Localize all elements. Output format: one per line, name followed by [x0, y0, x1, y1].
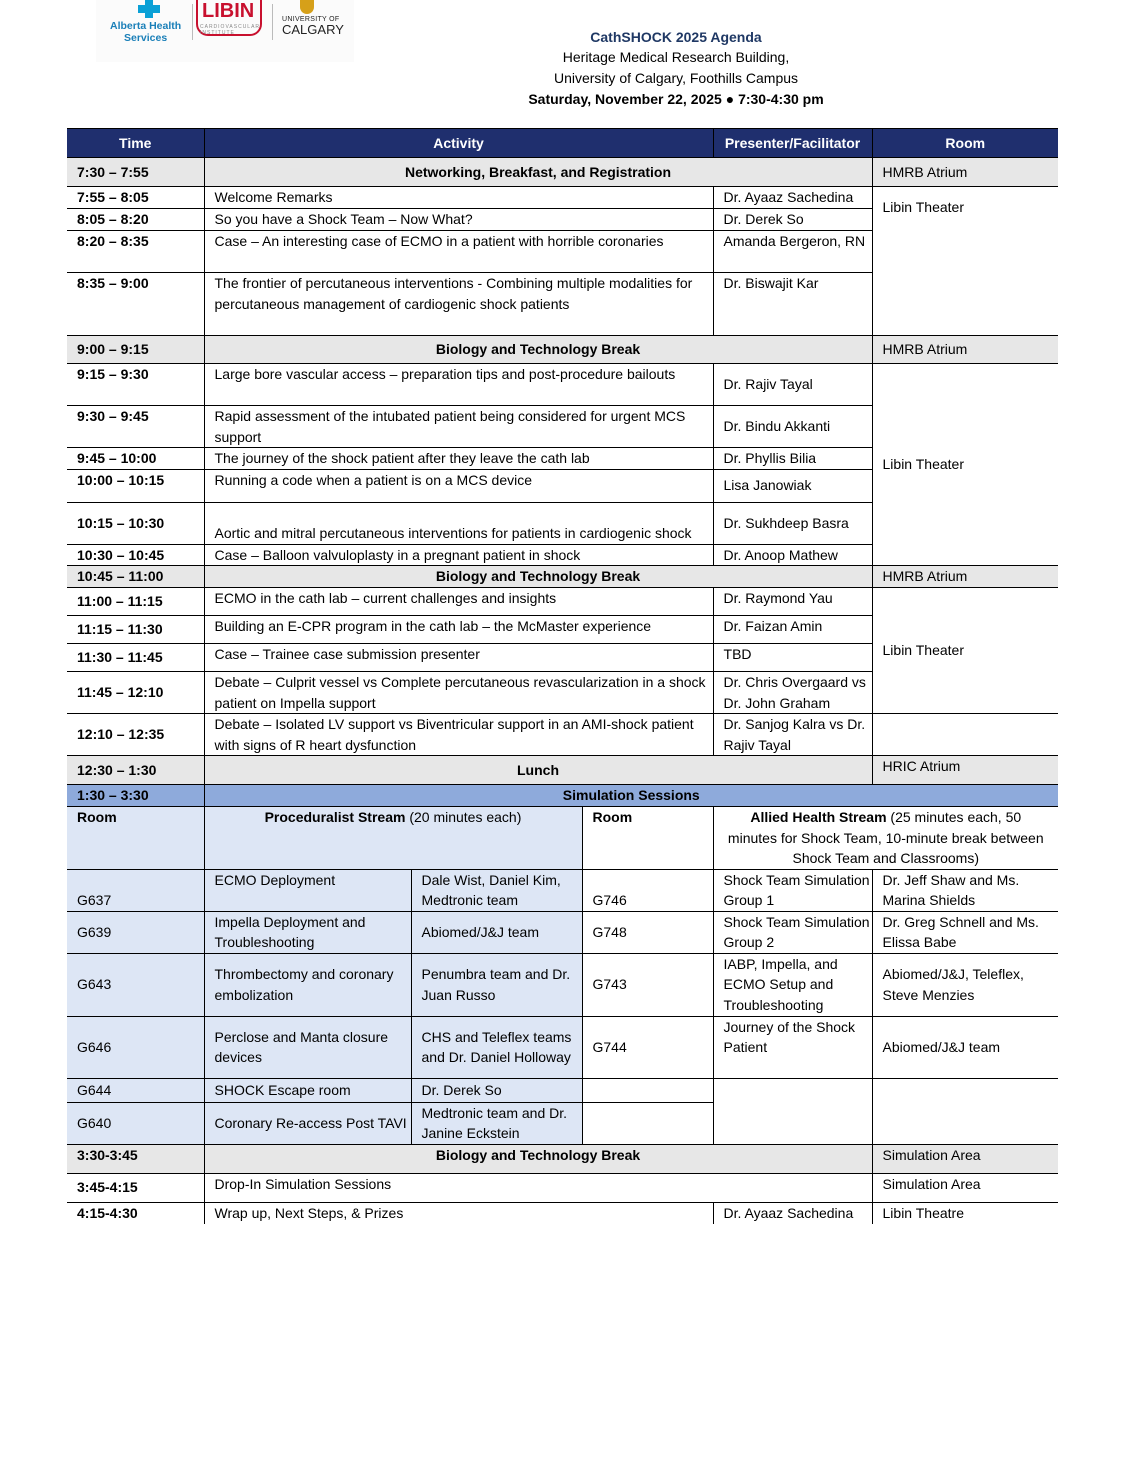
table-row [67, 158, 1058, 187]
ucal-logo-line1: UNIVERSITY OF [282, 16, 340, 23]
table-row [67, 187, 1058, 209]
time-cell: 9:45 – 10:00 [67, 448, 204, 470]
time-cell: 10:15 – 10:30 [67, 502, 204, 544]
activity-cell: Wrap up, Next Steps, & Prizes [204, 1202, 713, 1224]
sim-faculty-cell: Dr. Derek So [411, 1078, 582, 1102]
room-cell: Simulation Area [872, 1144, 1058, 1173]
time-cell: 9:30 – 9:45 [67, 406, 204, 448]
presenter-cell: TBD [713, 644, 872, 672]
presenter-cell: Dr. Sanjog Kalra vs Dr. Rajiv Tayal [713, 714, 872, 756]
sim-faculty-cell: Abiomed/J&J team [411, 911, 582, 953]
presenter-cell: Dr. Ayaaz Sachedina [713, 1202, 872, 1224]
time-cell: 7:30 – 7:55 [67, 158, 204, 187]
time-cell: 12:10 – 12:35 [67, 714, 204, 756]
presenter-cell: Dr. Chris Overgaard vs Dr. John Graham [713, 672, 872, 714]
time-cell: 10:45 – 11:00 [67, 566, 204, 588]
allied-stream-note: (25 minutes each, 50 minutes for Shock Team, 10-minute break between Shock Team and Classrooms) [727, 809, 1044, 866]
room-cell: HRIC Atrium [872, 756, 1058, 785]
room-cell [872, 714, 1058, 756]
sim-room-cell-2: G744 [582, 1016, 713, 1078]
sim-room-header: Room [67, 807, 204, 870]
activity-cell: Simulation Sessions [204, 785, 1058, 807]
room-cell: Simulation Area [872, 1173, 1058, 1202]
sim-room-cell-2 [582, 1078, 713, 1102]
time-cell: 12:30 – 1:30 [67, 756, 204, 785]
sim-room-cell-2 [582, 1102, 713, 1144]
simulation-row [67, 1078, 1058, 1102]
sim-session-cell-2: Shock Team Simulation Group 2 [713, 911, 872, 953]
room-cell: Libin Theater [872, 187, 1058, 336]
sim-faculty-cell: CHS and Teleflex teams and Dr. Daniel Holloway [411, 1016, 582, 1078]
time-cell: 9:15 – 9:30 [67, 364, 204, 406]
activity-cell: So you have a Shock Team – Now What? [204, 209, 713, 231]
time-cell: 4:15-4:30 [67, 1202, 204, 1224]
simulation-subheader-row [67, 807, 1058, 870]
table-row [67, 756, 1058, 785]
time-cell: 9:00 – 9:15 [67, 336, 204, 364]
activity-cell: Debate – Culprit vessel vs Complete percutaneous revascularization in a shock patient on Impella support [204, 672, 713, 714]
sim-session-cell: SHOCK Escape room [204, 1078, 411, 1102]
activity-cell: The journey of the shock patient after they leave the cath lab [204, 448, 713, 470]
room-cell: HMRB Atrium [872, 158, 1058, 187]
table-header-row [67, 129, 1058, 158]
sim-session-cell-2 [713, 1078, 872, 1144]
room-cell: Libin Theater [872, 364, 1058, 566]
time-cell: 11:15 – 11:30 [67, 616, 204, 644]
col-header-room: Room [872, 129, 1058, 158]
activity-cell: Building an E-CPR program in the cath lab – the McMaster experience [204, 616, 713, 644]
simulation-row [67, 1016, 1058, 1078]
activity-cell: Drop-In Simulation Sessions [204, 1173, 872, 1202]
sim-session-cell: ECMO Deployment [204, 869, 411, 911]
sim-room-header-2: Room [582, 807, 713, 870]
time-cell: 8:05 – 8:20 [67, 209, 204, 231]
sim-faculty-cell-2 [872, 1078, 1058, 1144]
libin-logo-sub: CARDIOVASCULAR INSTITUTE [200, 24, 261, 36]
time-cell: 10:00 – 10:15 [67, 469, 204, 502]
presenter-cell: Dr. Anoop Mathew [713, 544, 872, 566]
activity-cell: Biology and Technology Break [204, 336, 872, 364]
table-row [67, 1144, 1058, 1173]
sim-faculty-cell-2: Abiomed/J&J, Teleflex, Steve Menzies [872, 953, 1058, 1016]
table-row [67, 588, 1058, 616]
sim-room-cell-2: G743 [582, 953, 713, 1016]
presenter-cell: Dr. Phyllis Bilia [713, 448, 872, 470]
venue-line-2: University of Calgary, Foothills Campus [553, 70, 799, 86]
proceduralist-stream-title: Proceduralist Stream [264, 809, 406, 825]
activity-cell: Welcome Remarks [204, 187, 713, 209]
sim-faculty-cell-2: Abiomed/J&J team [872, 1016, 1058, 1078]
logo-divider [192, 4, 193, 40]
alberta-health-services-logo [110, 0, 180, 48]
col-header-presenter: Presenter/Facilitator [713, 129, 872, 158]
allied-health-stream-header [713, 807, 1058, 870]
sim-session-cell-2: Shock Team Simulation Group 1 [713, 869, 872, 911]
activity-cell: ECMO in the cath lab – current challenges and insights [204, 588, 713, 616]
activity-cell: Case – Balloon valvuloplasty in a pregnant patient in shock [204, 544, 713, 566]
presenter-cell: Dr. Rajiv Tayal [713, 364, 872, 406]
room-cell: HMRB Atrium [872, 336, 1058, 364]
sim-room-cell-2: G746 [582, 869, 713, 911]
activity-cell: Biology and Technology Break [204, 1144, 872, 1173]
time-cell: 1:30 – 3:30 [67, 785, 204, 807]
activity-cell: The frontier of percutaneous interventions - Combining multiple modalities for percutaneous management of cardiogenic shock patients [204, 273, 713, 336]
activity-cell: Biology and Technology Break [204, 566, 872, 588]
activity-cell: Lunch [204, 756, 872, 785]
sim-session-cell-2: IABP, Impella, and ECMO Setup and Troubleshooting [713, 953, 872, 1016]
table-row [67, 336, 1058, 364]
room-cell: HMRB Atrium [872, 566, 1058, 588]
sim-faculty-cell: Penumbra team and Dr. Juan Russo [411, 953, 582, 1016]
proceduralist-stream-header [204, 807, 582, 870]
activity-cell: Case – Trainee case submission presenter [204, 644, 713, 672]
sim-session-cell: Impella Deployment and Troubleshooting [204, 911, 411, 953]
ahs-cross-icon [138, 0, 160, 18]
activity-cell: Case – An interesting case of ECMO in a patient with horrible coronaries [204, 231, 713, 273]
table-row [67, 566, 1058, 588]
simulation-row [67, 869, 1058, 911]
time-cell: 3:30-3:45 [67, 1144, 204, 1173]
sim-session-cell: Coronary Re-access Post TAVI [204, 1102, 411, 1144]
table-row [67, 364, 1058, 406]
simulation-row [67, 911, 1058, 953]
time-cell: 11:00 – 11:15 [67, 588, 204, 616]
sim-faculty-cell: Medtronic team and Dr. Janine Eckstein [411, 1102, 582, 1144]
activity-cell: Rapid assessment of the intubated patient being considered for urgent MCS support [204, 406, 713, 448]
room-cell: Libin Theatre [872, 1202, 1058, 1224]
time-cell: 8:20 – 8:35 [67, 231, 204, 273]
ucal-logo-line2: CALGARY [282, 22, 344, 37]
ahs-name-line1: Alberta Health [110, 20, 182, 32]
presenter-cell: Dr. Faizan Amin [713, 616, 872, 644]
logo-strip [96, 0, 354, 62]
sim-room-cell: G637 [67, 869, 204, 911]
time-cell: 10:30 – 10:45 [67, 544, 204, 566]
sim-room-cell-2: G748 [582, 911, 713, 953]
sim-room-cell: G644 [67, 1078, 204, 1102]
table-row [67, 714, 1058, 756]
room-cell: Libin Theater [872, 588, 1058, 714]
time-cell: 3:45-4:15 [67, 1173, 204, 1202]
sim-room-cell: G639 [67, 911, 204, 953]
col-header-time: Time [67, 129, 204, 158]
sim-room-cell: G640 [67, 1102, 204, 1144]
sim-faculty-cell-2: Dr. Greg Schnell and Ms. Elissa Babe [872, 911, 1058, 953]
venue-line-1: Heritage Medical Research Building, [562, 49, 790, 65]
libin-logo-name: LIBIN [202, 0, 255, 22]
time-cell: 11:45 – 12:10 [67, 672, 204, 714]
sim-faculty-cell: Dale Wist, Daniel Kim, Medtronic team [411, 869, 582, 911]
agenda-table [67, 128, 1058, 1224]
simulation-row [67, 953, 1058, 1016]
logo-divider [272, 4, 273, 40]
presenter-cell: Dr. Bindu Akkanti [713, 406, 872, 448]
activity-cell: Large bore vascular access – preparation tips and post-procedure bailouts [204, 364, 713, 406]
time-cell: 8:35 – 9:00 [67, 273, 204, 336]
activity-cell: Aortic and mitral percutaneous interventions for patients in cardiogenic shock [204, 502, 713, 544]
ahs-name-line2: Services [124, 32, 168, 44]
time-cell: 7:55 – 8:05 [67, 187, 204, 209]
sim-session-cell-2: Journey of the Shock Patient [713, 1016, 872, 1078]
allied-stream-title: Allied Health Stream [750, 809, 887, 825]
table-row [67, 1173, 1058, 1202]
sim-session-cell: Perclose and Manta closure devices [204, 1016, 411, 1078]
sim-room-cell: G643 [67, 953, 204, 1016]
presenter-cell: Dr. Sukhdeep Basra [713, 502, 872, 544]
simulation-header-row [67, 785, 1058, 807]
proceduralist-stream-note: (20 minutes each) [405, 809, 522, 825]
presenter-cell: Dr. Biswajit Kar [713, 273, 872, 336]
activity-cell: Debate – Isolated LV support vs Biventricular support in an AMI-shock patient with signs of R heart dysfunction [204, 714, 713, 756]
date-line: Saturday, November 22, 2025 ● 7:30-4:30 pm [528, 91, 824, 107]
time-cell: 11:30 – 11:45 [67, 644, 204, 672]
presenter-cell: Dr. Ayaaz Sachedina [713, 187, 872, 209]
agenda-title: CathSHOCK 2025 Agenda [590, 29, 762, 45]
presenter-cell: Dr. Derek So [713, 209, 872, 231]
libin-institute-logo [196, 0, 264, 40]
presenter-cell: Dr. Raymond Yau [713, 588, 872, 616]
university-of-calgary-logo [282, 0, 352, 40]
sim-room-cell: G646 [67, 1016, 204, 1078]
presenter-cell: Lisa Janowiak [713, 469, 872, 502]
presenter-cell: Amanda Bergeron, RN [713, 231, 872, 273]
activity-cell: Running a code when a patient is on a MCS device [204, 469, 713, 502]
activity-cell: Networking, Breakfast, and Registration [204, 158, 872, 187]
col-header-activity: Activity [204, 129, 713, 158]
sim-faculty-cell-2: Dr. Jeff Shaw and Ms. Marina Shields [872, 869, 1058, 911]
table-row [67, 1202, 1058, 1224]
sim-session-cell: Thrombectomy and coronary embolization [204, 953, 411, 1016]
ucal-shield-icon [300, 0, 314, 14]
